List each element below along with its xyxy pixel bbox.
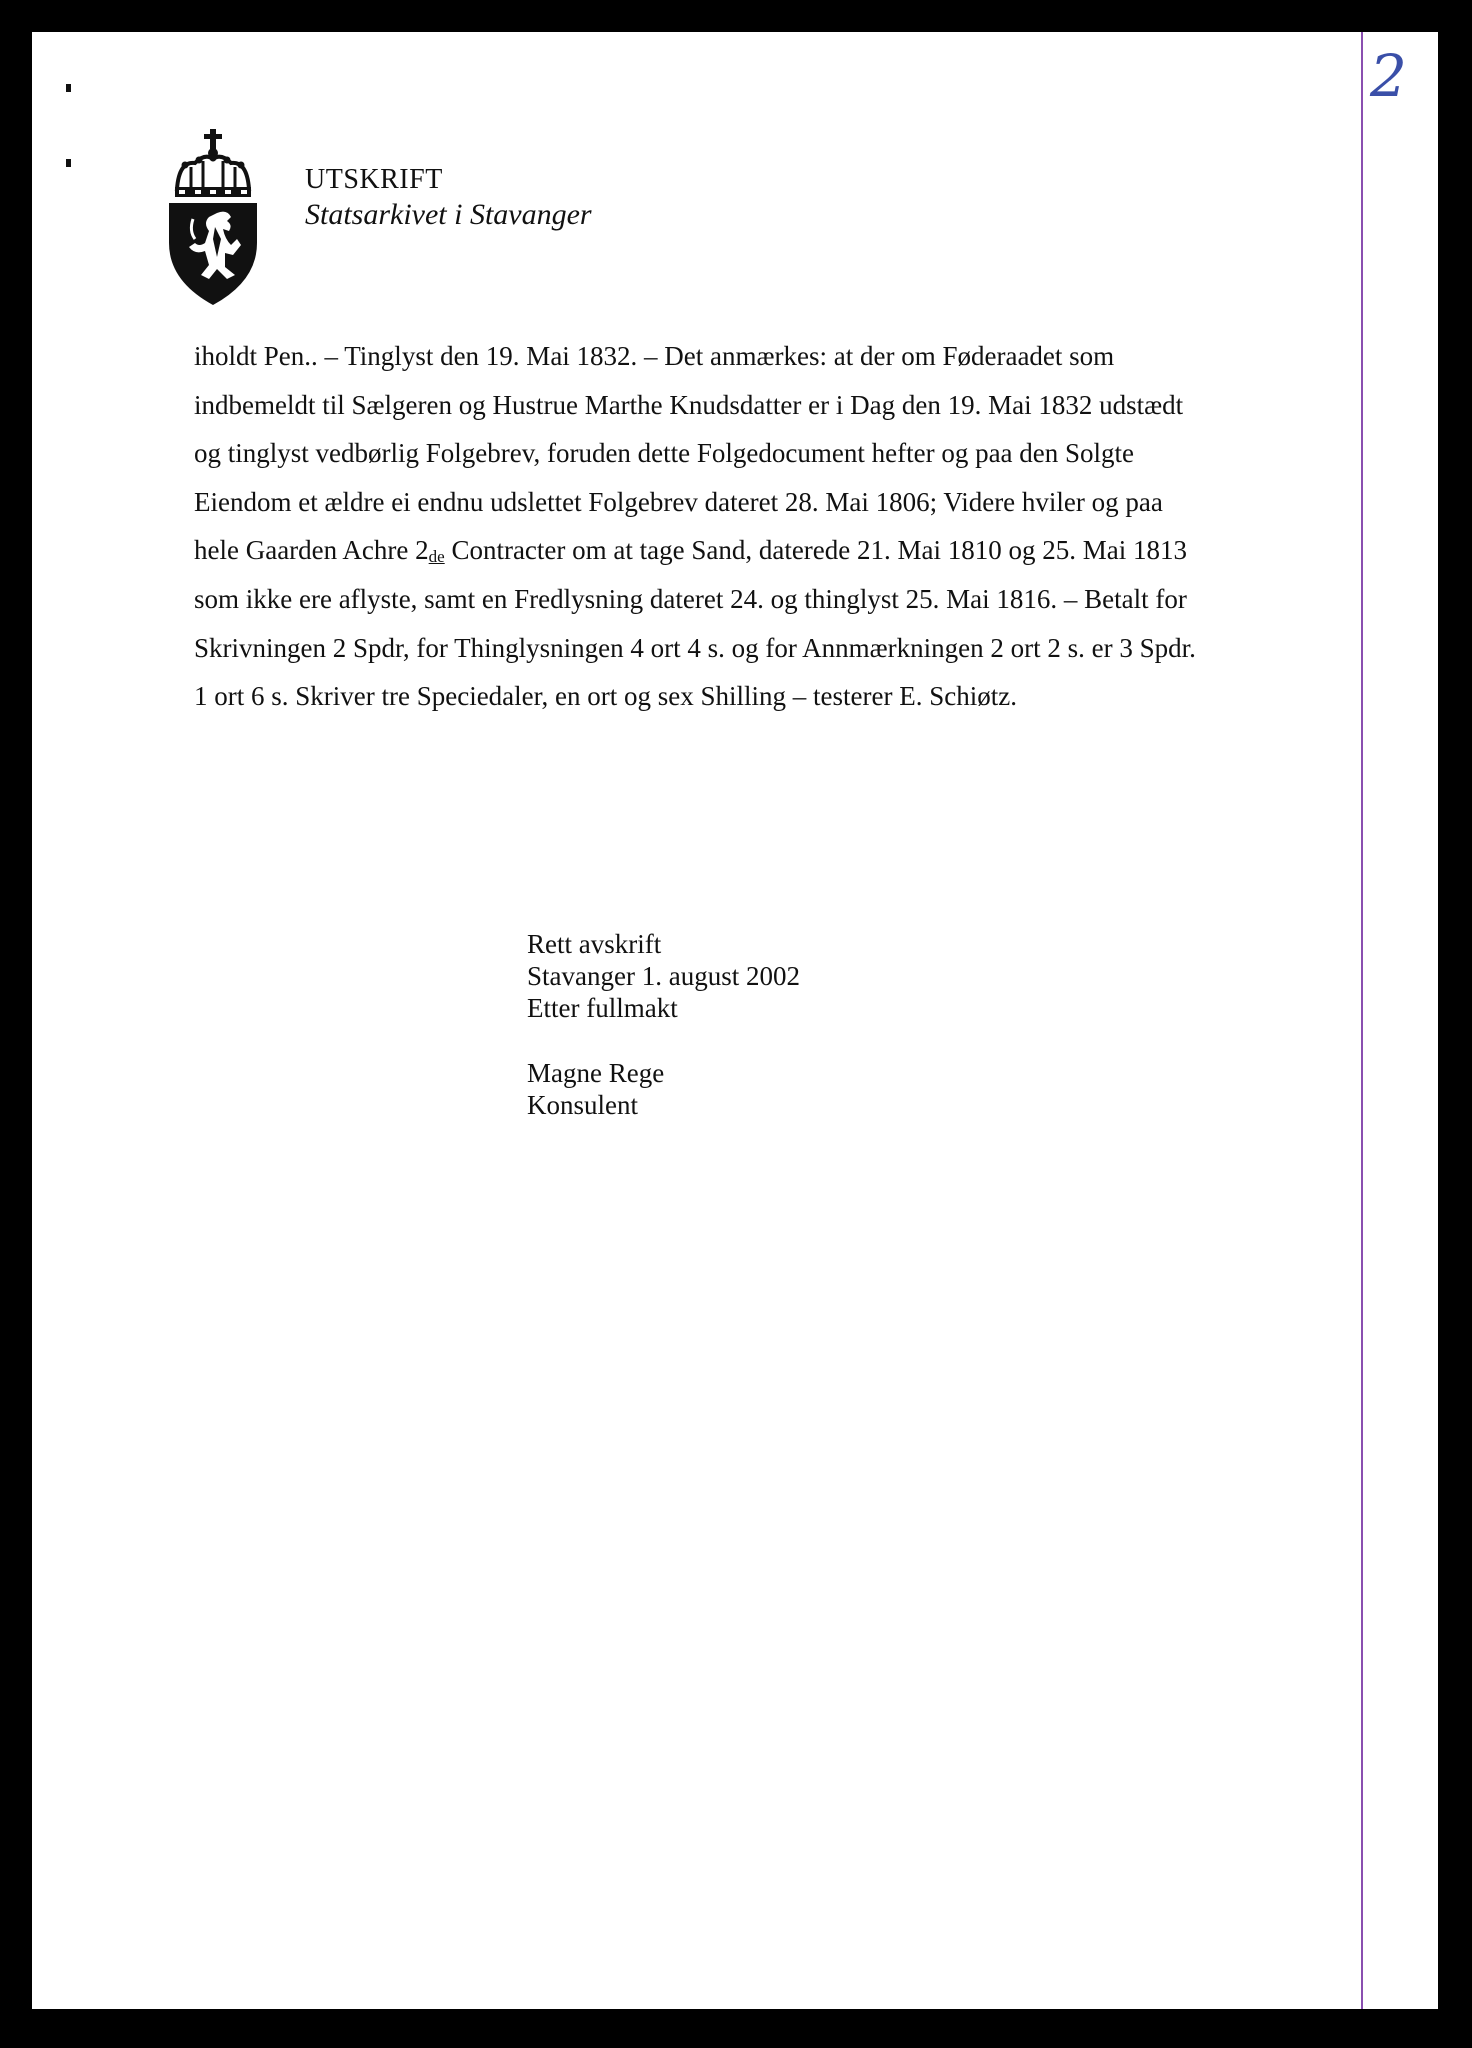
ordinal-number: 2 xyxy=(415,535,429,566)
signoff-authority: Etter fullmakt xyxy=(527,993,678,1023)
text-line xyxy=(194,526,1304,575)
signoff-certification: Rett avskrift xyxy=(527,929,662,959)
text-line: Eiendom et ældre ei endnu udslettet Folgebrev dateret 28. Mai 1806; Videre hviler og paa xyxy=(194,486,1163,517)
text-line: som ikke ere aflyste, samt en Fredlysning dateret 24. og thinglyst 25. Mai 1816. – Betalt for xyxy=(194,583,1187,614)
signoff-name: Magne Rege xyxy=(527,1058,665,1088)
punch-mark xyxy=(66,159,71,167)
text-line: iholdt Pen.. – Tinglyst den 19. Mai 1832. – Det anmærkes: at der om Føderaadet som xyxy=(194,341,1115,371)
header-title: UTSKRIFT xyxy=(305,164,443,195)
header-subtitle: Statsarkivet i Stavanger xyxy=(305,198,592,231)
transcript-body xyxy=(194,332,1304,721)
text-line: 1 ort 6 s. Skriver tre Speciedaler, en ort og sex Shilling – testerer E. Schiøtz. xyxy=(194,681,1017,712)
margin-line xyxy=(1361,32,1363,2009)
punch-mark xyxy=(66,84,71,92)
text-line: indbemeldt til Sælgeren og Hustrue Marthe Knudsdatter er i Dag den 19. Mai 1832 udstædt xyxy=(194,389,1184,420)
text-line-start: hele Gaarden Achre xyxy=(194,535,409,566)
coat-of-arms-icon xyxy=(165,127,261,307)
handwritten-page-number: 2 xyxy=(1370,42,1407,110)
document-page xyxy=(32,32,1438,2009)
text-line: og tinglyst vedbørlig Folgebrev, foruden dette Folgedocument hefter og paa den Solgte xyxy=(194,438,1135,469)
text-line-end: Contracter om at tage Sand, daterede 21. Mai 1810 og 25. Mai 1813 xyxy=(444,535,1188,566)
text-line: Skrivningen 2 Spdr, for Thinglysningen 4 ort 4 s. og for Annmærkningen 2 ort 2 s. er 3 Spdr. xyxy=(194,632,1196,663)
signoff-block xyxy=(527,928,800,1121)
ordinal-suffix: de xyxy=(428,547,445,567)
signoff-place-date: Stavanger 1. august 2002 xyxy=(527,961,800,991)
signoff-role: Konsulent xyxy=(527,1090,638,1120)
